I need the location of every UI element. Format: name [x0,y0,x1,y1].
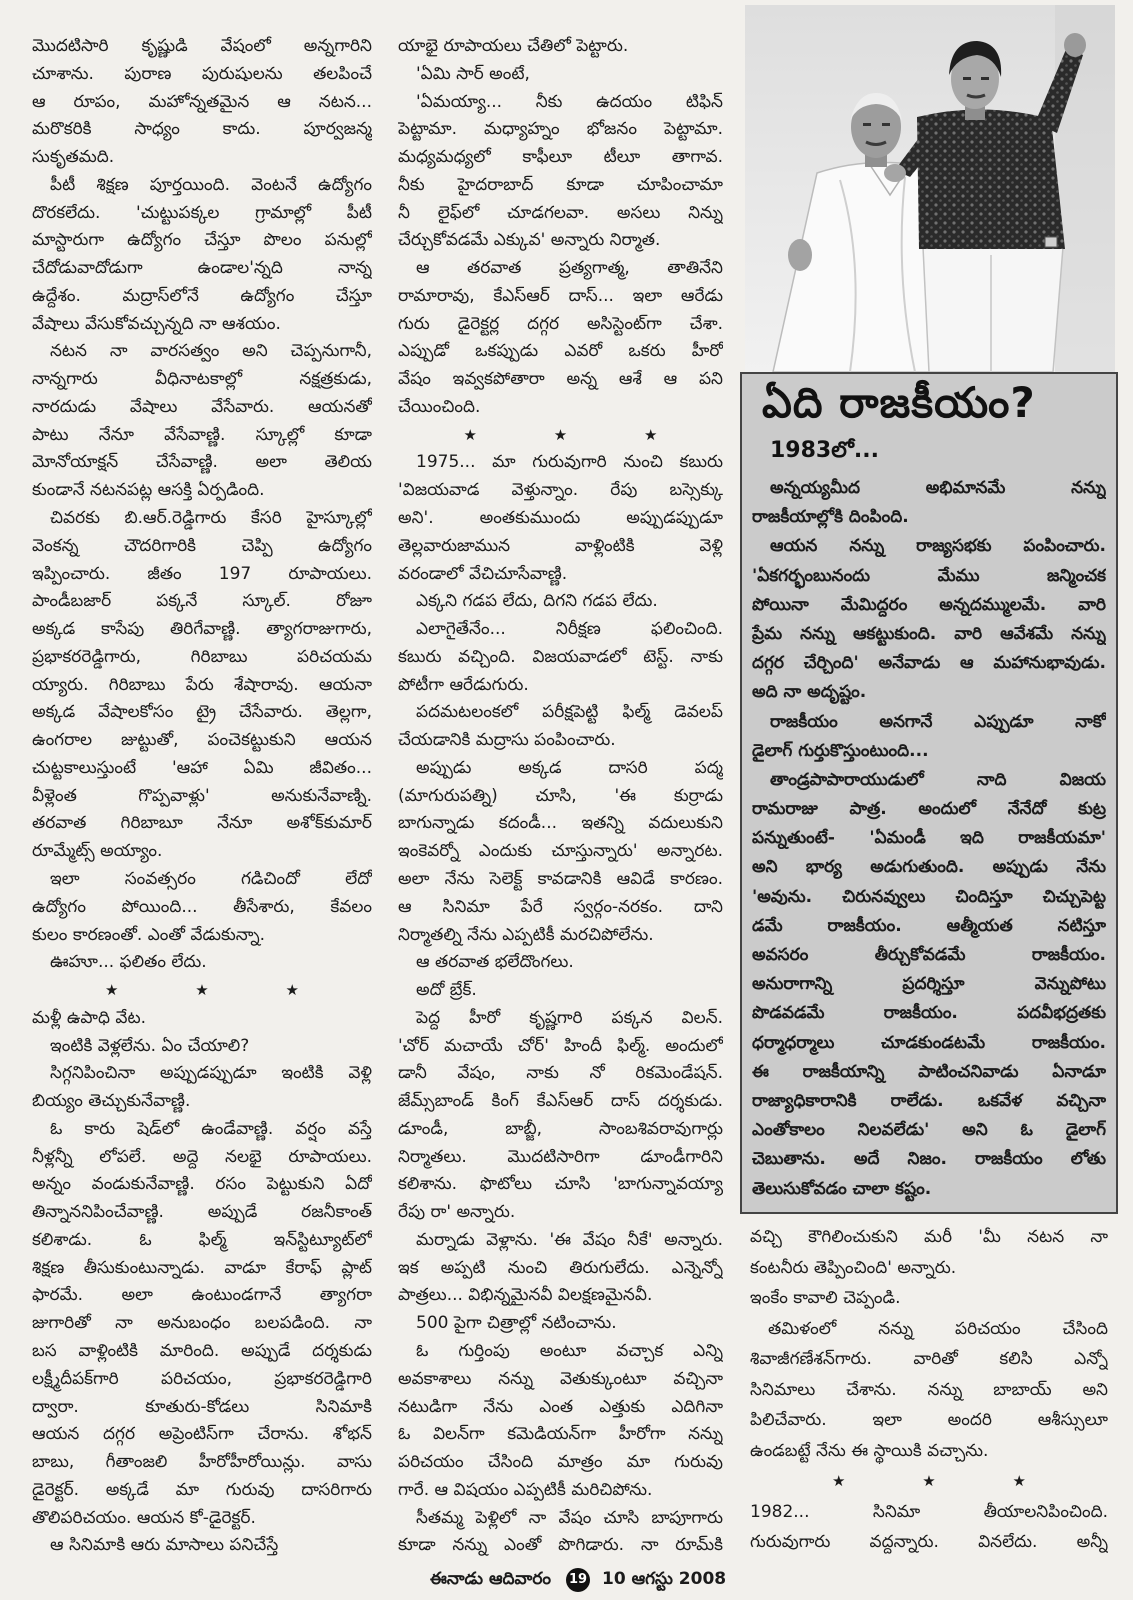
text-line: 'చోర్ మచాయే చోర్' హిందీ ఫిల్మ్. అందులో [398,1035,723,1056]
text-line: చేయించింది. [398,396,481,417]
text-line: రాజకీయం అనగానే ఎప్పుడూ నాకో [770,711,1106,732]
paragraph [398,1310,723,1338]
paragraph [32,33,372,172]
paragraph [32,1033,372,1061]
text-line: ఓ విలన్‌గా కమెడియన్‌గా హీరోగా నన్ను [398,1424,723,1445]
article-column-1 [32,33,372,1560]
text-line: నీకు హైదరాబాద్ కూడా చూపించామా [398,174,723,195]
text-line: పెద్ద హీరో కృష్ణగారి పక్కన విలన్. [416,1007,723,1028]
text-line: బస వాళ్లింటికి మారింది. అప్పుడే దర్శకుడు [32,1340,372,1361]
text-line: పొడవడమే రాజకీయం. పదవీభద్రతకు [752,1003,1106,1024]
text-line: తెల్లవారుజామున వాళ్లింటికి వెళ్లి [398,535,723,556]
text-line: చివరకు బి.ఆర్.రెడ్డిగారు కేసరి హైస్కూల్లో [50,508,372,529]
text-line: గురు డైరెక్టర్ల దగ్గర అసిస్టెంట్‌గా చేశా. [398,313,723,334]
paragraph [752,474,1106,532]
photo-image [745,5,1115,372]
paragraph [398,1005,723,1227]
paragraph [32,1005,372,1033]
paragraph [752,708,1106,766]
text-line: మరొకరికి సాధ్యం కాదు. పూర్వజన్మ [32,119,372,140]
text-line: బాగున్నాడు కదండీ... ఇతన్ని వదులుకుని [398,813,723,834]
paragraph [398,588,723,616]
star-separator: ★ ★ ★ [463,425,658,444]
text-line: జుగారితో నా అనుబంధం బలపడింది. నా [32,1313,372,1334]
text-line: అవకాశాలు నన్ను వెతుక్కుంటూ వచ్చినా [398,1368,723,1389]
text-line: సీతమ్మ పెళ్లిలో నా వేషం చూసి బాపూగారు [416,1507,723,1528]
text-line: సినిమాలు చేశాను. నన్ను బాబాయ్ అని [750,1379,1108,1400]
paragraph [752,766,1106,1204]
paragraph [398,1338,723,1505]
text-line: అప్పుడు అక్కడ దాసరి పద్మ [416,757,723,778]
text-line: లక్ష్మీదీపక్‌గారి పరిచయం, ప్రభాకరరెడ్డిగారి [32,1368,372,1389]
text-line: ద్వారా. కూతురు-కోడలు సినిమాకి [32,1396,372,1417]
text-line: మోనోయాక్షన్ చేసేవాణ్ణి. అలా తెలియ [32,452,372,473]
text-line: పీటీ శిక్షణ పూర్తయింది. వెంటనే ఉద్యోగం [50,174,372,195]
text-line: అక్కడ వేషాలకోసం ట్రై చేసేవారు. తెల్లగా, [32,702,372,723]
text-line: 1982... సినిమా తీయాలనిపించింది. [750,1501,1108,1522]
text-line: రేపు రా' అన్నారు. [398,1202,516,1223]
text-line: మధ్యమధ్యలో కాఫీలూ టీలూ తాగావ. [398,147,723,168]
text-line: రాజకీయాల్లోకి దింపింది. [752,507,909,528]
text-line: ఇక అప్పటి నుంచి తిరుగులేదు. ఎన్నెన్నో [398,1257,723,1278]
article-column-3 [750,1222,1108,1558]
text-line: ఈ రాజకీయాన్ని పాటించనివాడు ఏనాడూ [752,1061,1106,1082]
text-line: బాబు, గీతాంజలి హీరోహీరోయిన్లు. వాసు [32,1452,372,1473]
text-line: ఇంకెవర్నో ఎందుకు చూస్తున్నారు' అన్నారట. [398,841,723,862]
paragraph [398,61,723,89]
paragraph [32,338,372,505]
text-line: సిగ్గనిపించినా అప్పుడప్పుడూ ఇంటికి వెళ్లి [50,1063,372,1084]
text-line: మాస్టారుగా ఉద్యోగం చేస్తూ పొలం పనుల్లో [32,230,372,251]
paragraph [398,699,723,755]
paragraph [398,1505,723,1561]
paragraph [32,1116,372,1532]
text-line: యాభై రూపాయలు చేతిలో పెట్టారు. [398,36,629,56]
text-line: అది నా అదృష్టం. [752,682,867,703]
text-line: ఇంటికి వెళ్లలేను. ఏం చేయాలి? [50,1035,250,1056]
text-line: నటన నా వారసత్వం అని చెప్పనుగానీ, [50,341,372,362]
text-line: ప్రభాకరరెడ్డిగారు, గిరిబాబు పరిచయమ [32,646,372,667]
text-line: తాండ్రపాపారాయుడులో నాది విజయ [770,769,1106,790]
text-line: ఆయన నన్ను రాజ్యసభకు పంపించారు. [770,536,1106,557]
text-line: చేర్చుకోవడమే ఎక్కువ' అన్నారు నిర్మాత. [398,230,661,251]
text-line: రామరాజు పాత్ర. అందులో నేనేదో కుట్ర [752,799,1106,820]
text-line: అని'. అంతకుముందు అప్పుడప్పుడూ [398,508,723,529]
text-line: ఉంగరాల జుట్టుతో, పంచెకట్టుకుని ఆయన [32,730,372,751]
text-line: తొలిపరిచయం. ఆయన కో-డైరెక్టర్. [32,1507,256,1528]
text-line: కలిశాడు. ఓ ఫిల్మ్ ఇన్‌స్టిట్యూట్‌లో [32,1229,372,1250]
text-line: శిక్షణ తీసుకుంటున్నాడు. వాడూ కేరాఫ్ ప్లాట్ [32,1257,372,1278]
paragraph [32,505,372,866]
paragraph [750,1314,1108,1467]
text-line: తిన్నాననిపించేవాణ్ణి. అప్పుడే రజనీకాంత్ [32,1202,372,1223]
text-line: ఇప్పించారు. జీతం 197 రూపాయలు. [32,563,372,584]
text-line: అని భార్య అడుగుతుంది. అప్పుడు నేను [752,857,1106,878]
text-line: ఎలాగైతేనేం... నిరీక్షణ ఫలించింది. [416,619,723,640]
text-line: గురువుగారు వద్దన్నారు. వినలేదు. అన్నీ [750,1532,1108,1552]
text-line: డానీ వేషం, నాకు నో రికమెండేషన్. [398,1063,723,1084]
paragraph [398,977,723,1005]
paragraph [750,1222,1108,1283]
sidebar-box [740,372,1118,1214]
text-line: ఎప్పుడో ఒకప్పుడు ఎవరో ఒకరు హీరో [398,341,723,362]
paragraph [398,449,723,588]
text-line: పరిచయం చేసింది మాత్రం మా గురువు [398,1452,723,1473]
text-line: అన్నయ్యమీద అభిమానమే నన్ను [770,478,1106,498]
text-line: వేషాలు వేసుకోవచ్చున్నది నా ఆశయం. [32,313,281,334]
sidebar-title: ఏది రాజకీయం? [762,378,1036,427]
text-line: నీళ్లన్నీ లోపలే. అద్దె నలభై రూపాయలు. [32,1146,372,1167]
text-line: మర్నాడు వెళ్లాను. 'ఈ వేషం నీకే' అన్నారు. [416,1229,723,1250]
text-line: ఆ సినిమాకి ఆరు మాసాలు పనిచేస్తే [50,1535,279,1556]
section-separator [750,1466,1108,1497]
text-line: పోయినా మేమిద్దరం అన్నదమ్ములమే. వారి [752,594,1106,615]
text-line: అన్నం వండుకునేవాణ్ణి. రసం పెట్టుకుని ఏదో [32,1174,372,1195]
text-line: య్యారు. గిరిబాబు పేరు శేషారావు. ఆయనా [32,674,372,695]
article-column-2 [398,33,723,1560]
text-line: కులం కారణంతో. ఎంతో వేడుకున్నా. [32,924,266,945]
text-line: ఓ గుర్తింపు అంటూ వచ్చాక ఎన్ని [416,1340,723,1361]
text-line: చేయడానికి మద్రాసు పంపించారు. [398,730,616,751]
text-line: కంటనీరు తెప్పించింది' అన్నారు. [750,1257,957,1278]
paragraph [398,33,723,61]
text-line: 500 పైగా చిత్రాల్లో నటించాను. [416,1313,617,1334]
section-separator [32,977,372,1005]
text-line: కూడా నన్ను ఎంతో పొగిడారు. నా రూమ్‌కి [398,1535,723,1556]
text-line: శివాజీగణేశన్‌గారు. వారితో కలిసి ఎన్నో [750,1349,1108,1369]
text-line: 'ఏకగర్భంబునందు మేము జన్మించక [752,565,1106,586]
text-line: (మాగురుపత్ని) చూసి, 'ఈ కుర్రాడు [398,785,723,806]
text-line: ఇంకేం కావాలి చెప్పండి. [750,1288,901,1308]
paragraph [398,255,723,422]
text-line: నాన్నగారు వీధినాటకాల్లో నక్షత్రకుడు, [32,369,372,390]
text-line: కుండానే నటనపట్ల ఆసక్తి ఏర్పడింది. [32,480,265,501]
text-line: ఉద్యోగం పోయింది... తీసేశారు, కేవలం [32,896,372,917]
page-number-badge: 19 [566,1568,590,1592]
paragraph [32,949,372,977]
text-line: 'ఏమి సార్ అంటే, [416,63,530,84]
text-line: అనురాగాన్ని ప్రదర్శిస్తూ వెన్నుపోటు [752,974,1106,995]
paragraph [750,1497,1108,1558]
text-line: వచ్చి కౌగిలించుకుని మరీ 'మీ నటన నా [750,1227,1108,1247]
text-line: రాజ్యాధికారానికి రాలేడు. ఒకవేళ వచ్చినా [752,1090,1106,1111]
paragraph [398,755,723,949]
text-line: గారే. ఆ విషయం ఎప్పటికీ మరిచిపోను. [398,1479,653,1500]
text-line: వేషం ఇవ్వకపోతారా అన్న ఆశే ఆ పని [398,369,723,390]
text-line: కబురు వచ్చింది. విజయవాడలో టెస్ట్. నాకు [398,646,723,667]
text-line: బియ్యం తెచ్చుకునేవాణ్ణి. [32,1091,191,1112]
text-line: డూండీ, బాబ్జీ, సాంబశివరావుగార్లు [398,1118,723,1139]
text-line: పన్నుతుంటే- 'ఏమండీ ఇది రాజకీయమా' [752,828,1106,849]
text-line: వెంకన్న చౌదరిగారికి చెప్పి ఉద్యోగం [32,535,372,556]
paragraph [32,1060,372,1116]
text-line: ఉద్దేశం. మద్రాస్‌లోనే ఉద్యోగం చేస్తూ [32,285,372,306]
text-line: నీ లైఫ్‌లో చూడగలవా. అసలు నిన్ను [398,202,723,223]
issue-date: 10 ఆగస్టు 2008 [602,1569,727,1589]
text-line: ఇలా సంవత్సరం గడిచిందో లేదో [50,868,372,889]
text-line: 'ఏమయ్యా... నీకు ఉదయం టిఫిన్ [416,91,723,112]
text-line: నారదుడు వేషాలు వేసేవారు. ఆయనతో [32,396,372,417]
text-line: ధర్మాధర్మాలు చూడకుండటమే రాజకీయం. [752,1032,1106,1053]
paragraph [398,89,723,256]
sidebar-body [752,474,1106,1204]
text-line: డైరెక్టర్. అక్కడే మా గురువు దాసరిగారు [32,1479,372,1500]
text-line: డైలాగ్ గుర్తుకొస్తుంటుంది... [752,740,929,761]
text-line: వరండాలో వేచిచూసేవాణ్ణి. [398,563,568,584]
text-line: ప్రేమ నన్ను ఆకట్టుకుంది. వారి ఆవేశమే నన్ను [752,623,1106,644]
footer [0,1566,1133,1594]
text-line: తరవాత గిరిబాబూ నేనూ అశోక్‌కుమార్ [32,813,372,834]
paragraph [32,172,372,339]
text-line: 1975... మా గురువుగారి నుంచి కబురు [416,452,723,473]
text-line: ఆ తరవాత ప్రత్యగాత్మ, తాతినేని [416,258,723,279]
text-line: తెలుసుకోవడం చాలా కష్టం. [752,1178,932,1199]
text-line: నిర్మాతలు. మొదటిసారిగా డూండీగారిని [398,1146,723,1167]
text-line: వీళ్లెంత గొప్పవాళ్లు' అనుకునేవాణ్ని. [32,785,372,806]
text-line: 'విజయవాడ వెళ్తున్నాం. రేపు బస్సెక్కు [398,480,723,501]
text-line: డమే రాజకీయం. ఆత్మీయత నటిస్తూ [752,915,1106,936]
text-line: అదో బ్రేక్. [416,980,477,1001]
text-line: ఎంతోకాలం నిలవలేడు' అని ఓ డైలాగ్ [752,1120,1106,1141]
text-line: పదమటలంకలో పరీక్షపెట్టి ఫిల్మ్ డెవలప్ [416,702,723,723]
section-separator [398,422,723,450]
star-separator: ★ ★ ★ [105,981,299,1000]
text-line: రూమ్మేట్స్ అయ్యాం. [32,841,163,862]
text-line: నటుడిగా నేను ఎంత ఎత్తుకు ఎదిగినా [398,1396,723,1417]
paragraph [398,616,723,699]
text-line: అలా నేను సెలెక్ట్ కావడానికి ఆవిడే కారణం. [398,868,723,889]
paragraph [750,1283,1108,1314]
text-line: మళ్లీ ఉపాధి వేట. [32,1007,146,1028]
photo [745,5,1115,372]
paragraph [398,1227,723,1310]
paragraph [752,532,1106,707]
text-line: పాత్రలు... విభిన్నమైనవీ విలక్షణమైనవీ. [398,1285,653,1306]
text-line: చుట్టకాలుస్తుంటే 'ఆహా ఏమి జీవితం... [32,757,372,778]
text-line: చెబుతాను. అదే నిజం. రాజకీయం లోతు [752,1149,1106,1170]
sidebar-subtitle: 1983లో... [770,438,879,463]
text-line: అక్కడ కాసేపు తిరిగేవాణ్ణి. త్యాగరాజుగారు, [32,619,372,640]
paragraph [32,866,372,949]
publication-name: ఈనాడు ఆదివారం [430,1569,552,1589]
text-line: ఆ రూపం, మహోన్నతమైన ఆ నటన... [32,91,372,112]
text-line: పోటీగా ఆరేడుగురు. [398,674,529,695]
text-line: నిర్మాతల్ని నేను ఎప్పటికీ మరచిపోలేను. [398,924,654,945]
text-line: జేమ్స్‌బాండ్ కింగ్ కేఎస్‌ఆర్ దాస్ దర్శకుడు. [398,1091,723,1112]
text-line: 'అవును. చిరునవ్వులు చిందిస్తూ చిచ్చుపెట్ట [752,886,1106,907]
text-line: పిలిచేవారు. ఇలా అందరి ఆశీస్సులూ [750,1410,1108,1430]
text-line: ఓ కారు షెడ్‌లో ఉండేవాణ్ణి. వర్షం వస్తే [50,1118,372,1139]
text-line: మొదటిసారి కృష్ణుడి వేషంలో అన్నగారిని [32,36,372,56]
text-line: పెట్టామా. మధ్యాహ్నం భోజనం పెట్టామా. [398,119,723,140]
text-line: సుకృతమది. [32,147,115,168]
star-separator: ★ ★ ★ [832,1472,1026,1490]
text-line: తమిళంలో నన్ను పరిచయం చేసింది [768,1318,1108,1339]
text-line: ఆయన దగ్గర అప్రెంటిస్‌గా చేరాను. శోభన్ [32,1424,372,1445]
text-line: ఎక్కని గడప లేదు, దిగని గడప లేదు. [416,591,658,612]
text-line: ఆ సినిమా పేరే స్వర్గం-నరకం. దాని [398,896,723,917]
paragraph [32,1532,372,1560]
paragraph [398,949,723,977]
text-line: చూశాను. పురాణ పురుషులను తలపించే [32,63,372,84]
text-line: చేదోడువాదోడుగా ఉండాల'న్నది నాన్న [32,258,372,279]
text-line: పాటు నేనూ వేసేవాణ్ణి. స్కూల్లో కూడా [32,424,372,445]
text-line: దొరకలేదు. 'చుట్టుపక్కల గ్రామాల్లో పీటీ [32,202,372,223]
text-line: కలిశాను. ఫొటోలు చూసి 'బాగున్నావయ్యా [398,1174,723,1195]
text-line: పాండీబజార్ పక్కనే స్కూల్. రోజూ [32,591,372,612]
text-line: ఉండబట్టే నేను ఈ స్థాయికి వచ్చాను. [750,1440,989,1461]
text-line: రామారావు, కేఎస్‌ఆర్ దాస్... ఇలా ఆరేడు [398,285,723,306]
text-line: ఫారమే. అలా ఉంటుండగానే త్యాగరా [32,1285,372,1306]
text-line: ఆ తరవాత భలేదొంగలు. [416,952,574,973]
text-line: అవసరం తీర్చుకోవడమే రాజకీయం. [752,945,1106,965]
text-line: ఊహూ... ఫలితం లేదు. [50,952,207,973]
text-line: దగ్గర చేర్చింది' అనేవాడు ఆ మహానుభావుడు. [752,653,1106,674]
